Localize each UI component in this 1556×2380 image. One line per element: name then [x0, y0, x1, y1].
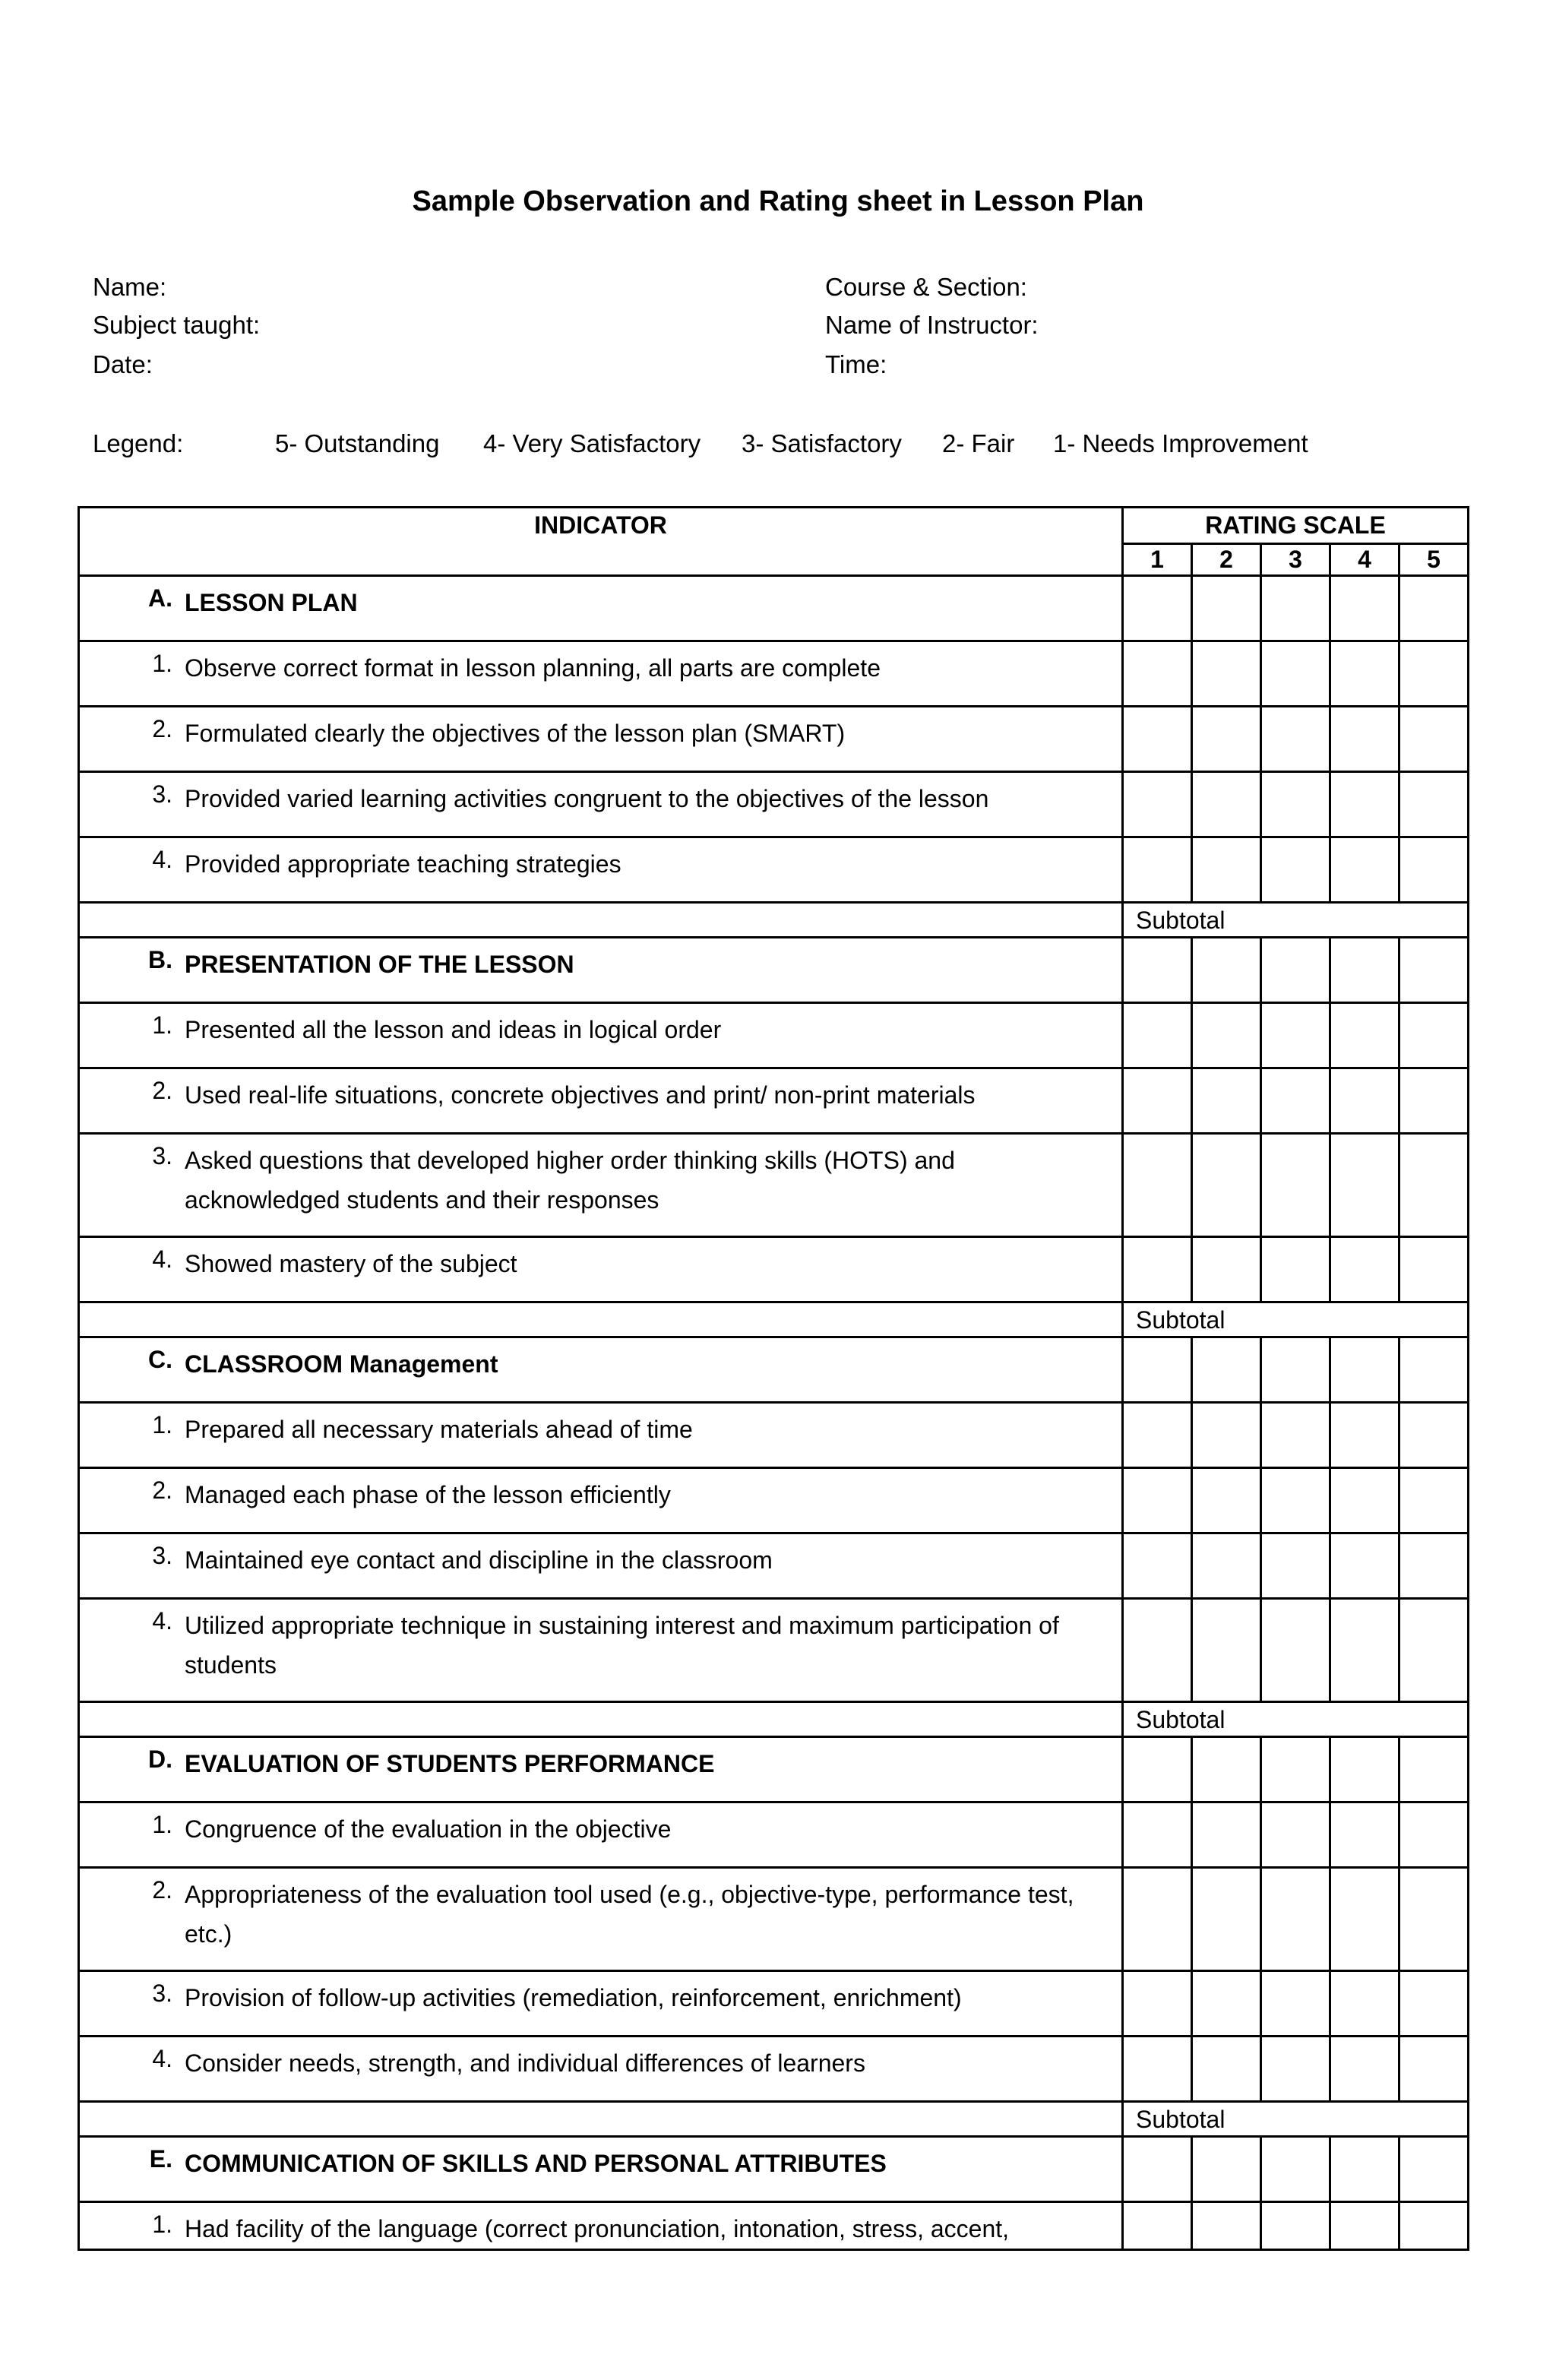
rating-cell[interactable]: [1330, 1802, 1399, 1868]
subtotal-row: [79, 903, 1469, 938]
item-number: 4.: [152, 2045, 172, 2072]
subtotal-label[interactable]: Subtotal: [1123, 2102, 1469, 2137]
rating-cell[interactable]: [1261, 707, 1330, 772]
indicator-cell: [79, 1802, 1123, 1868]
rating-cell[interactable]: [1330, 1737, 1399, 1802]
indicator-row: [79, 1533, 1469, 1599]
rating-cell[interactable]: [1330, 1403, 1399, 1468]
instructor-name-label: Name of Instructor:: [825, 311, 1039, 339]
subtotal-label[interactable]: Subtotal: [1123, 1302, 1469, 1337]
indicator-row: [79, 1468, 1469, 1533]
rating-cell[interactable]: [1261, 1337, 1330, 1403]
rating-cell[interactable]: [1192, 1003, 1261, 1068]
indicator-row: [79, 707, 1469, 772]
indicator-cell: [79, 1003, 1123, 1068]
indicator-cell: [79, 707, 1123, 772]
section-row: [79, 1337, 1469, 1403]
rating-cell[interactable]: [1261, 837, 1330, 903]
rating-cell[interactable]: [1261, 1868, 1330, 1971]
rating-cell[interactable]: [1123, 1802, 1192, 1868]
indicator-header: INDICATOR: [79, 508, 1123, 576]
rating-cell[interactable]: [1123, 2037, 1192, 2102]
rating-cell[interactable]: [1261, 1533, 1330, 1599]
section-heading-cell: [79, 938, 1123, 1003]
item-number: 3.: [152, 780, 172, 808]
item-number: 4.: [152, 846, 172, 873]
indicator-cell: [79, 1403, 1123, 1468]
section-title: EVALUATION OF STUDENTS PERFORMANCE: [185, 1750, 715, 1777]
rating-cell[interactable]: [1123, 707, 1192, 772]
indicator-row: [79, 1068, 1469, 1134]
item-text: Provided appropriate teaching strategies: [185, 850, 621, 878]
rating-cell[interactable]: [1261, 2202, 1330, 2250]
item-number: 1.: [152, 650, 172, 677]
scale-1-header: 1: [1123, 544, 1192, 576]
rating-cell[interactable]: [1261, 1971, 1330, 2037]
rating-cell[interactable]: [1399, 2137, 1469, 2202]
scale-5-header: 5: [1399, 544, 1469, 576]
rating-cell[interactable]: [1192, 707, 1261, 772]
item-number: 2.: [152, 715, 172, 742]
rating-cell[interactable]: [1123, 1134, 1192, 1237]
rating-cell[interactable]: [1192, 1468, 1261, 1533]
item-text: Observe correct format in lesson planning, all parts are complete: [185, 654, 881, 682]
item-number: 2.: [152, 1876, 172, 1904]
rating-cell[interactable]: [1261, 1599, 1330, 1702]
rating-cell[interactable]: [1261, 1737, 1330, 1802]
rating-table: [77, 506, 1469, 2251]
rating-cell[interactable]: [1261, 1237, 1330, 1302]
rating-cell[interactable]: [1192, 837, 1261, 903]
indicator-cell: [79, 2037, 1123, 2102]
rating-cell[interactable]: [1261, 772, 1330, 837]
rating-cell[interactable]: [1192, 1599, 1261, 1702]
rating-cell[interactable]: [1123, 576, 1192, 641]
rating-cell[interactable]: [1192, 772, 1261, 837]
section-letter: B.: [148, 946, 172, 973]
rating-cell[interactable]: [1123, 1737, 1192, 1802]
rating-cell[interactable]: [1192, 1068, 1261, 1134]
rating-cell[interactable]: [1330, 1868, 1399, 1971]
indicator-row: [79, 1599, 1469, 1702]
rating-cell[interactable]: [1192, 938, 1261, 1003]
item-text: Provision of follow-up activities (remediation, reinforcement, enrichment): [185, 1984, 962, 2011]
indicator-row: [79, 1971, 1469, 2037]
subtotal-row: [79, 1302, 1469, 1337]
item-number: 1.: [152, 1011, 172, 1039]
indicator-row: [79, 2202, 1469, 2250]
page-title: Sample Observation and Rating sheet in Lesson Plan: [412, 185, 1144, 217]
item-text: Maintained eye contact and discipline in the classroom: [185, 1546, 773, 1574]
rating-cell[interactable]: [1330, 1599, 1399, 1702]
rating-cell[interactable]: [1192, 2037, 1261, 2102]
item-number: 3.: [152, 1980, 172, 2007]
rating-cell[interactable]: [1399, 1737, 1469, 1802]
subtotal-spacer: [79, 1302, 1123, 1337]
rating-cell[interactable]: [1192, 1134, 1261, 1237]
scale-2-header: 2: [1192, 544, 1261, 576]
rating-cell[interactable]: [1261, 2137, 1330, 2202]
legend-item-4: 4- Very Satisfactory: [483, 429, 701, 457]
item-number: 2.: [152, 1077, 172, 1104]
rating-cell[interactable]: [1399, 2202, 1469, 2250]
legend-item-5: 5- Outstanding: [275, 429, 440, 457]
rating-cell[interactable]: [1330, 1533, 1399, 1599]
section-title: PRESENTATION OF THE LESSON: [185, 951, 574, 978]
indicator-row: [79, 1237, 1469, 1302]
rating-cell[interactable]: [1123, 1599, 1192, 1702]
rating-cell[interactable]: [1399, 837, 1469, 903]
indicator-row: [79, 772, 1469, 837]
item-text: Had facility of the language (correct pronunciation, intonation, stress, accent,: [185, 2215, 1010, 2242]
rating-cell[interactable]: [1399, 641, 1469, 707]
section-row: [79, 1737, 1469, 1802]
section-letter: E.: [149, 2145, 172, 2173]
rating-cell[interactable]: [1123, 772, 1192, 837]
rating-cell[interactable]: [1261, 938, 1330, 1003]
rating-cell[interactable]: [1330, 772, 1399, 837]
rating-cell[interactable]: [1330, 1237, 1399, 1302]
rating-scale-header: RATING SCALE: [1123, 508, 1469, 544]
rating-cell[interactable]: [1123, 837, 1192, 903]
rating-cell[interactable]: [1261, 2037, 1330, 2102]
rating-cell[interactable]: [1261, 1003, 1330, 1068]
rating-cell[interactable]: [1192, 1971, 1261, 2037]
indicator-row: [79, 641, 1469, 707]
item-text: Asked questions that developed higher order thinking skills (HOTS) and acknowledged students and their responses: [185, 1147, 955, 1214]
rating-cell[interactable]: [1399, 1403, 1469, 1468]
indicator-row: [79, 1802, 1469, 1868]
indicator-row: [79, 837, 1469, 903]
rating-cell[interactable]: [1123, 1337, 1192, 1403]
scale-4-header: 4: [1330, 544, 1399, 576]
rating-cell[interactable]: [1192, 1533, 1261, 1599]
rating-cell[interactable]: [1330, 576, 1399, 641]
section-title: CLASSROOM Management: [185, 1350, 498, 1378]
item-number: 1.: [152, 1411, 172, 1438]
section-title: LESSON PLAN: [185, 589, 358, 616]
subtotal-spacer: [79, 1702, 1123, 1737]
rating-cell[interactable]: [1123, 1003, 1192, 1068]
item-number: 3.: [152, 1542, 172, 1569]
item-text: Utilized appropriate technique in sustaining interest and maximum participation of students: [185, 1612, 1059, 1679]
rating-cell[interactable]: [1123, 938, 1192, 1003]
rating-cell[interactable]: [1330, 707, 1399, 772]
section-heading-cell: [79, 1737, 1123, 1802]
rating-cell[interactable]: [1399, 1337, 1469, 1403]
rating-cell[interactable]: [1123, 1403, 1192, 1468]
rating-cell[interactable]: [1399, 772, 1469, 837]
item-text: Showed mastery of the subject: [185, 1250, 517, 1277]
subtotal-row: [79, 1702, 1469, 1737]
item-text: Consider needs, strength, and individual differences of learners: [185, 2049, 865, 2077]
indicator-cell: [79, 1971, 1123, 2037]
rating-cell[interactable]: [1192, 641, 1261, 707]
rating-cell[interactable]: [1399, 1599, 1469, 1702]
rating-cell[interactable]: [1399, 1971, 1469, 2037]
rating-cell[interactable]: [1192, 1737, 1261, 1802]
legend-item-1: 1- Needs Improvement: [1053, 429, 1308, 457]
item-number: 2.: [152, 1476, 172, 1504]
rating-cell[interactable]: [1330, 2137, 1399, 2202]
rating-cell[interactable]: [1330, 1068, 1399, 1134]
rating-cell[interactable]: [1123, 1468, 1192, 1533]
section-heading-cell: [79, 1337, 1123, 1403]
indicator-cell: [79, 1599, 1123, 1702]
rating-cell[interactable]: [1330, 641, 1399, 707]
item-text: Prepared all necessary materials ahead of time: [185, 1416, 693, 1443]
rating-cell[interactable]: [1261, 1403, 1330, 1468]
indicator-cell: [79, 837, 1123, 903]
rating-cell[interactable]: [1123, 2137, 1192, 2202]
rating-cell[interactable]: [1330, 938, 1399, 1003]
indicator-row: [79, 1403, 1469, 1468]
rating-cell[interactable]: [1330, 1971, 1399, 2037]
indicator-row: [79, 2037, 1469, 2102]
rating-cell[interactable]: [1330, 1337, 1399, 1403]
subtotal-label[interactable]: Subtotal: [1123, 903, 1469, 938]
item-number: 1.: [152, 2211, 172, 2238]
rating-cell[interactable]: [1399, 1533, 1469, 1599]
item-number: 3.: [152, 1142, 172, 1169]
item-text: Formulated clearly the objectives of the lesson plan (SMART): [185, 720, 846, 747]
rating-cell[interactable]: [1261, 1468, 1330, 1533]
rating-cell[interactable]: [1192, 2137, 1261, 2202]
section-row: [79, 938, 1469, 1003]
item-text: Presented all the lesson and ideas in logical order: [185, 1016, 722, 1043]
section-heading-cell: [79, 2137, 1123, 2202]
rating-cell[interactable]: [1261, 1068, 1330, 1134]
section-letter: D.: [148, 1745, 172, 1773]
rating-cell[interactable]: [1399, 938, 1469, 1003]
item-text: Provided varied learning activities congruent to the objectives of the lesson: [185, 785, 989, 812]
rating-cell[interactable]: [1330, 1134, 1399, 1237]
rating-cell[interactable]: [1123, 1068, 1192, 1134]
rating-cell[interactable]: [1399, 1134, 1469, 1237]
item-number: 1.: [152, 1811, 172, 1838]
rating-cell[interactable]: [1330, 1468, 1399, 1533]
subtotal-row: [79, 2102, 1469, 2137]
subtotal-label[interactable]: Subtotal: [1123, 1702, 1469, 1737]
rating-cell[interactable]: [1192, 1868, 1261, 1971]
indicator-cell: [79, 1068, 1123, 1134]
rating-cell[interactable]: [1261, 1802, 1330, 1868]
item-text: Congruence of the evaluation in the objective: [185, 1815, 672, 1843]
item-text: Used real-life situations, concrete objectives and print/ non-print materials: [185, 1081, 976, 1109]
rating-cell[interactable]: [1399, 1237, 1469, 1302]
rating-cell[interactable]: [1192, 2202, 1261, 2250]
rating-cell[interactable]: [1192, 1403, 1261, 1468]
rating-cell[interactable]: [1399, 576, 1469, 641]
rating-cell[interactable]: [1123, 2202, 1192, 2250]
rating-cell[interactable]: [1261, 641, 1330, 707]
rating-cell[interactable]: [1330, 1003, 1399, 1068]
rating-cell[interactable]: [1261, 1134, 1330, 1237]
rating-cell[interactable]: [1399, 2037, 1469, 2102]
rating-cell[interactable]: [1330, 2037, 1399, 2102]
indicator-row: [79, 1003, 1469, 1068]
rating-cell[interactable]: [1123, 1971, 1192, 2037]
rating-cell[interactable]: [1123, 1533, 1192, 1599]
section-row: [79, 2137, 1469, 2202]
indicator-cell: [79, 1468, 1123, 1533]
time-label: Time:: [825, 350, 887, 378]
indicator-row: [79, 1868, 1469, 1971]
rating-cell[interactable]: [1399, 707, 1469, 772]
rating-cell[interactable]: [1123, 1237, 1192, 1302]
section-row: [79, 576, 1469, 641]
scale-3-header: 3: [1261, 544, 1330, 576]
rating-cell[interactable]: [1330, 837, 1399, 903]
subtotal-spacer: [79, 903, 1123, 938]
rating-cell[interactable]: [1123, 641, 1192, 707]
rating-cell[interactable]: [1261, 576, 1330, 641]
rating-cell[interactable]: [1399, 1068, 1469, 1134]
rating-cell[interactable]: [1399, 1802, 1469, 1868]
legend-label: Legend:: [93, 429, 184, 457]
name-label: Name:: [93, 273, 167, 301]
rating-cell[interactable]: [1399, 1003, 1469, 1068]
item-text: Managed each phase of the lesson efficiently: [185, 1481, 671, 1508]
indicator-cell: [79, 1868, 1123, 1971]
section-letter: A.: [148, 584, 172, 612]
date-label: Date:: [93, 350, 153, 378]
rating-cell[interactable]: [1330, 2202, 1399, 2250]
subject-taught-label: Subject taught:: [93, 311, 261, 339]
item-number: 4.: [152, 1245, 172, 1273]
indicator-cell: [79, 1134, 1123, 1237]
legend-item-2: 2- Fair: [942, 429, 1015, 457]
indicator-cell: [79, 1237, 1123, 1302]
legend-item-3: 3- Satisfactory: [742, 429, 902, 457]
section-title: COMMUNICATION OF SKILLS AND PERSONAL ATTRIBUTES: [185, 2150, 887, 2177]
rating-cell[interactable]: [1399, 1868, 1469, 1971]
item-number: 4.: [152, 1607, 172, 1635]
indicator-row: [79, 1134, 1469, 1237]
indicator-cell: [79, 2202, 1123, 2250]
rating-cell[interactable]: [1192, 576, 1261, 641]
rating-cell[interactable]: [1123, 1868, 1192, 1971]
rating-cell[interactable]: [1192, 1337, 1261, 1403]
rating-cell[interactable]: [1399, 1468, 1469, 1533]
course-section-label: Course & Section:: [825, 273, 1027, 301]
rating-cell[interactable]: [1192, 1237, 1261, 1302]
rating-cell[interactable]: [1192, 1802, 1261, 1868]
section-heading-cell: [79, 576, 1123, 641]
item-text: Appropriateness of the evaluation tool used (e.g., objective-type, performance test, etc.): [185, 1881, 1074, 1948]
indicator-cell: [79, 1533, 1123, 1599]
subtotal-spacer: [79, 2102, 1123, 2137]
indicator-cell: [79, 641, 1123, 707]
indicator-cell: [79, 772, 1123, 837]
section-letter: C.: [148, 1346, 172, 1373]
